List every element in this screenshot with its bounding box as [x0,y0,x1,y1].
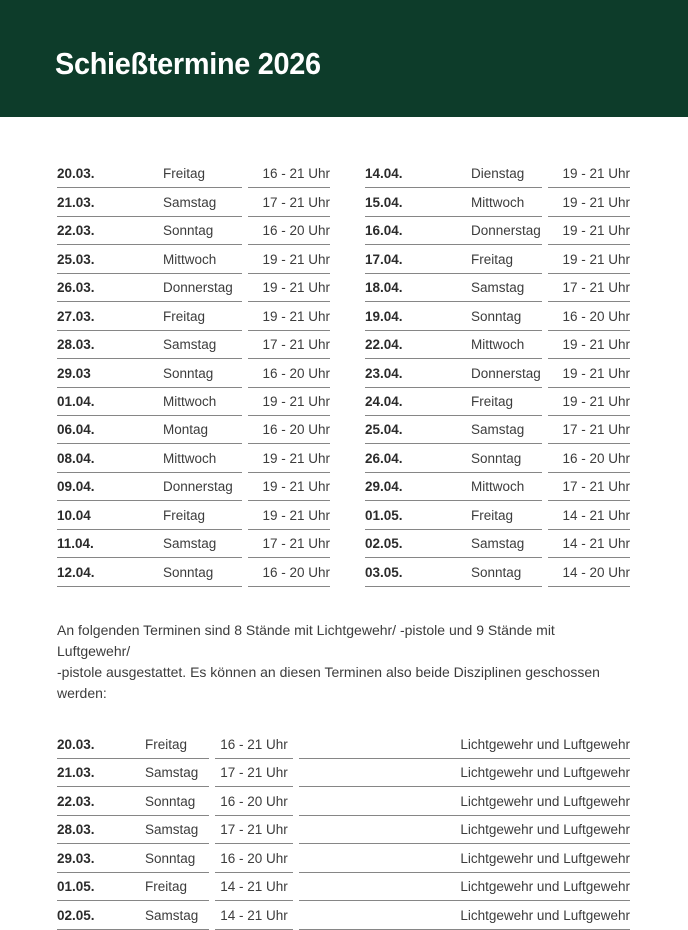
date-day-group [365,508,542,530]
table-row [365,359,630,387]
date-cell: 02.05. [365,536,403,552]
date-cell: 12.04. [57,564,95,580]
time-cell: 19 - 21 Uhr [248,309,330,331]
date-day-group [57,536,242,558]
table-row [365,217,630,245]
date-day-group [365,280,542,302]
day-cell: Samstag [145,822,199,838]
day-cell: Samstag [145,765,199,781]
time-cell: 14 - 21 Uhr [548,536,630,558]
table-row [57,787,630,815]
time-cell: 19 - 21 Uhr [248,280,330,302]
date-cell: 28.03. [57,822,95,838]
time-cell: 16 - 20 Uhr [548,309,630,331]
day-cell: Sonntag [145,793,196,809]
date-day-group [365,337,542,359]
date-cell: 29.03. [57,850,95,866]
time-cell: 19 - 21 Uhr [548,366,630,388]
date-day-group [365,536,542,558]
schedule-column-left [57,160,330,587]
day-cell: Samstag [163,536,217,552]
date-cell: 29.03 [57,365,91,381]
day-cell: Dienstag [471,166,525,182]
date-cell: 09.04. [57,479,95,495]
time-cell: 19 - 21 Uhr [248,508,330,530]
time-cell: 19 - 21 Uhr [248,394,330,416]
note-line-1: An folgenden Terminen sind 8 Stände mit Lichtgewehr/ -pistole und 9 Stände mit Luftgewehr/ [57,621,555,659]
time-cell: 19 - 21 Uhr [548,394,630,416]
time-cell: 14 - 21 Uhr [548,508,630,530]
day-cell: Samstag [163,337,217,353]
date-day-group [57,366,242,388]
table-row [365,558,630,586]
table-row [365,188,630,216]
day-cell: Sonntag [163,365,214,381]
date-cell: 02.05. [57,907,95,923]
table-row [365,530,630,558]
date-day-group [365,451,542,473]
date-day-group [57,565,242,587]
date-day-group [57,394,242,416]
date-day-group [57,451,242,473]
day-cell: Donnerstag [471,223,541,239]
time-cell: 17 - 21 Uhr [248,337,330,359]
table-row [365,160,630,188]
date-day-group [57,794,209,816]
time-cell: 14 - 21 Uhr [215,879,293,901]
date-day-group [365,166,542,188]
date-day-group [57,479,242,501]
date-day-group [57,252,242,274]
discipline-cell: Lichtgewehr und Luftgewehr [299,879,630,901]
date-cell: 03.05. [365,564,403,580]
day-cell: Sonntag [163,564,214,580]
table-row [365,416,630,444]
time-cell: 16 - 20 Uhr [548,451,630,473]
date-cell: 22.03. [57,223,95,239]
table-row [57,416,330,444]
date-day-group [365,565,542,587]
table-row [57,302,330,330]
discipline-cell: Lichtgewehr und Luftgewehr [299,737,630,759]
date-cell: 25.04. [365,422,403,438]
time-cell: 14 - 20 Uhr [548,565,630,587]
date-cell: 22.03. [57,793,95,809]
date-cell: 20.03. [57,737,95,752]
day-cell: Sonntag [471,450,522,466]
table-row [365,274,630,302]
table-row [57,873,630,901]
date-day-group [365,309,542,331]
note-line-2: -pistole ausgestattet. Es können an diesen Terminen also beide Disziplinen geschossen werden: [57,663,600,701]
discipline-cell: Lichtgewehr und Luftgewehr [299,794,630,816]
date-cell: 10.04 [57,507,91,523]
date-cell: 20.03. [57,166,95,182]
time-cell: 19 - 21 Uhr [548,252,630,274]
day-cell: Mittwoch [471,194,525,210]
date-cell: 26.04. [365,450,403,466]
time-cell: 17 - 21 Uhr [548,422,630,444]
time-cell: 17 - 21 Uhr [248,195,330,217]
table-row [57,530,330,558]
time-cell: 16 - 20 Uhr [248,366,330,388]
date-day-group [57,195,242,217]
date-cell: 21.03. [57,765,95,781]
time-cell: 16 - 20 Uhr [248,223,330,245]
table-row [57,274,330,302]
date-cell: 24.04. [365,393,403,409]
time-cell: 19 - 21 Uhr [548,337,630,359]
date-cell: 01.05. [365,507,403,523]
table-row [57,558,330,586]
table-row [57,188,330,216]
time-cell: 17 - 21 Uhr [215,822,293,844]
date-day-group [57,422,242,444]
date-cell: 22.04. [365,337,403,353]
day-cell: Sonntag [163,223,214,239]
date-day-group [365,366,542,388]
time-cell: 19 - 21 Uhr [548,223,630,245]
day-cell: Donnerstag [163,479,233,495]
discipline-cell: Lichtgewehr und Luftgewehr [299,851,630,873]
date-day-group [365,252,542,274]
day-cell: Freitag [163,507,206,523]
date-cell: 16.04. [365,223,403,239]
discipline-cell: Lichtgewehr und Luftgewehr [299,822,630,844]
table-row [365,444,630,472]
day-cell: Mittwoch [163,251,217,267]
table-row [57,731,630,759]
page-header [0,0,688,117]
time-cell: 19 - 21 Uhr [548,195,630,217]
table-row [57,816,630,844]
date-cell: 08.04. [57,450,95,466]
day-cell: Mittwoch [471,337,525,353]
date-day-group [57,908,209,930]
date-day-group [365,422,542,444]
date-cell: 19.04. [365,308,403,324]
table-row [57,473,330,501]
date-day-group [57,737,209,759]
date-cell: 11.04. [57,536,94,552]
time-cell: 16 - 20 Uhr [215,851,293,873]
date-cell: 14.04. [365,166,403,182]
schedule-tables [57,160,630,587]
schedule-column-right [365,160,630,587]
day-cell: Sonntag [471,308,522,324]
day-cell: Samstag [145,907,199,923]
day-cell: Sonntag [145,850,196,866]
table-row [57,759,630,787]
date-day-group [57,879,209,901]
date-day-group [57,309,242,331]
date-cell: 18.04. [365,280,403,296]
discipline-cell: Lichtgewehr und Luftgewehr [299,765,630,787]
date-cell: 17.04. [365,251,403,267]
table-row [57,501,330,529]
day-cell: Freitag [163,308,206,324]
date-day-group [57,280,242,302]
date-day-group [365,479,542,501]
date-day-group [57,337,242,359]
date-cell: 21.03. [57,194,95,210]
table-row [365,302,630,330]
day-cell: Samstag [471,280,525,296]
date-day-group [365,223,542,245]
date-day-group [57,765,209,787]
date-day-group [57,223,242,245]
date-day-group [57,508,242,530]
date-cell: 25.03. [57,251,95,267]
time-cell: 17 - 21 Uhr [548,280,630,302]
table-row [365,388,630,416]
time-cell: 16 - 20 Uhr [215,794,293,816]
date-cell: 15.04. [365,194,403,210]
time-cell: 14 - 21 Uhr [215,908,293,930]
date-cell: 23.04. [365,365,403,381]
page-title: Schießtermine 2026 [55,46,321,81]
date-cell: 29.04. [365,479,403,495]
day-cell: Samstag [471,536,525,552]
date-day-group [57,166,242,188]
day-cell: Freitag [163,166,206,182]
date-cell: 26.03. [57,280,95,296]
table-row [365,245,630,273]
day-cell: Donnerstag [163,280,233,296]
table-row [365,331,630,359]
table-row [57,245,330,273]
day-cell: Freitag [471,507,514,523]
date-day-group [365,394,542,416]
table-row [57,331,330,359]
day-cell: Donnerstag [471,365,541,381]
time-cell: 19 - 21 Uhr [248,451,330,473]
day-cell: Mittwoch [163,393,217,409]
time-cell: 16 - 20 Uhr [248,422,330,444]
time-cell: 16 - 20 Uhr [248,565,330,587]
table-row [365,501,630,529]
time-cell: 17 - 21 Uhr [215,765,293,787]
discipline-cell: Lichtgewehr und Luftgewehr [299,908,630,930]
date-day-group [365,195,542,217]
time-cell: 19 - 21 Uhr [248,479,330,501]
date-cell: 27.03. [57,308,95,324]
date-day-group [57,822,209,844]
day-cell: Montag [163,422,209,438]
time-cell: 19 - 21 Uhr [548,166,630,188]
date-cell: 01.05. [57,879,95,895]
page-content [0,160,688,930]
date-cell: 28.03. [57,337,95,353]
time-cell: 19 - 21 Uhr [248,252,330,274]
time-cell: 16 - 21 Uhr [248,166,330,188]
time-cell: 16 - 21 Uhr [215,737,293,759]
day-cell: Samstag [471,422,525,438]
day-cell: Mittwoch [471,479,525,495]
date-cell: 01.04. [57,393,95,409]
table-row [57,160,330,188]
table-row [57,388,330,416]
table-row [57,444,330,472]
day-cell: Samstag [163,194,217,210]
day-cell: Freitag [145,879,188,895]
table-row [57,901,630,929]
day-cell: Freitag [471,393,514,409]
table-row [57,359,330,387]
table-row [57,844,630,872]
note-paragraph [57,620,630,704]
time-cell: 17 - 21 Uhr [548,479,630,501]
date-cell: 06.04. [57,422,95,438]
date-day-group [57,851,209,873]
day-cell: Freitag [471,251,514,267]
table-row [365,473,630,501]
table-row [57,217,330,245]
time-cell: 17 - 21 Uhr [248,536,330,558]
day-cell: Freitag [145,737,188,752]
day-cell: Sonntag [471,564,522,580]
day-cell: Mittwoch [163,450,217,466]
